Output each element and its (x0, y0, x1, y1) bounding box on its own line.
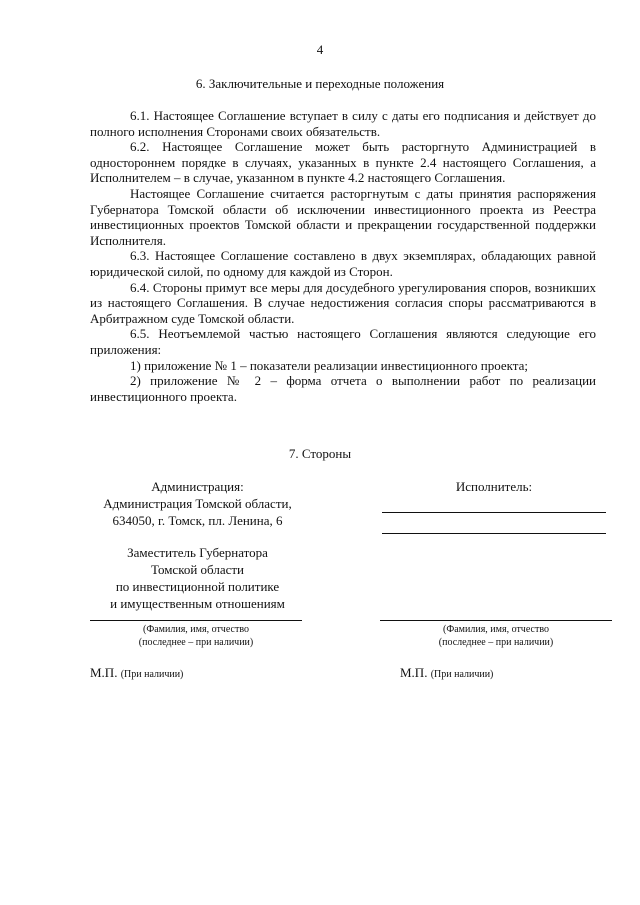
administration-signature-caption (90, 623, 302, 649)
caption-line: (Фамилия, имя, отчество (443, 624, 549, 635)
section-6-title: 6. Заключительные и переходные положения (195, 76, 445, 91)
section-7-title: 7. Стороны (288, 446, 352, 461)
executor-signature-line (380, 620, 612, 621)
caption-line: (последнее – при наличии) (138, 637, 254, 648)
seal-label: М.П. (400, 665, 428, 680)
page-number: 4 (316, 42, 324, 57)
administration-seal (90, 665, 183, 681)
administration-address: 634050, г. Томск, пл. Ленина, 6 (112, 513, 283, 528)
executor-name-blank (382, 495, 606, 513)
executor-block (378, 478, 610, 537)
seal-note: (При наличии) (430, 669, 494, 680)
seal-note: (При наличии) (120, 669, 184, 680)
appendix-item-1: 1) приложение № 1 – показатели реализации инвестиционного проекта; (130, 357, 528, 373)
seal-label: М.П. (90, 665, 118, 680)
paragraph-6-4: 6.4. Стороны примут все меры для досудебного урегулирования споров, возникших из настоящего Соглашения. В случае недостижения согласия споры рассматриваются в Арбитражном суде Томской области. (90, 279, 596, 326)
administration-block (90, 478, 305, 529)
position-line: Томской области (150, 562, 245, 577)
paragraph-6-3: 6.3. Настоящее Соглашение составлено в двух экземплярах, обладающих равной юридической силой, по одному для каждой из Сторон. (90, 248, 596, 279)
section-6-body (90, 108, 596, 404)
administration-signature-line (90, 620, 302, 621)
executor-heading: Исполнитель: (455, 479, 533, 494)
administration-heading: Администрация: (151, 479, 244, 494)
caption-line: (Фамилия, имя, отчество (143, 624, 249, 635)
administration-position (90, 544, 305, 612)
position-line: Заместитель Губернатора (127, 545, 268, 560)
executor-signature-caption (380, 623, 612, 649)
executor-seal (400, 665, 493, 681)
position-line: и имущественным отношениям (110, 596, 285, 611)
administration-name: Администрация Томской области, (103, 496, 292, 511)
paragraph-6-5: 6.5. Неотъемлемой частью настоящего Соглашения являются следующие его приложения: (90, 326, 596, 357)
paragraph-6-2: 6.2. Настоящее Соглашение может быть расторгнуто Администрацией в одностороннем порядке в случаях, указанных в пункте 2.4 настоящего Соглашения, а Исполнителем – в случае, указанном в пункте 4.2 настоящего Соглашения. (90, 139, 596, 186)
executor-address-blank (382, 516, 606, 534)
paragraph-6-1: 6.1. Настоящее Соглашение вступает в силу с даты его подписания и действует до полного исполнения Сторонами своих обязательств. (90, 108, 596, 139)
paragraph-termination: Настоящее Соглашение считается расторгнутым с даты принятия распоряжения Губернатора Томской области об исключении инвестиционного проекта из Реестра инвестиционных проектов Томской области и прекращении государственной поддержки Исполнителя. (90, 185, 596, 248)
caption-line: (последнее – при наличии) (438, 637, 554, 648)
position-line: по инвестиционной политике (115, 579, 280, 594)
appendix-item-2: 2) приложение № 2 – форма отчета о выполнении работ по реализации инвестиционного проекта. (90, 373, 596, 404)
